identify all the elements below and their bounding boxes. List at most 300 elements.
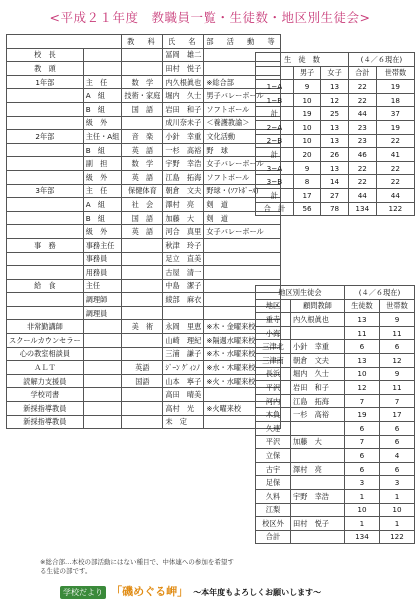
subject-cell: 英語	[122, 361, 163, 375]
table-row	[7, 334, 281, 348]
table-cell: 7	[344, 394, 379, 408]
table-row	[256, 462, 415, 476]
table-cell: 6	[344, 462, 379, 476]
table-row	[256, 340, 415, 354]
club-cell: ※木・水曜来校	[204, 347, 280, 361]
table-cell: 4	[379, 449, 414, 463]
table-cell: 19	[376, 120, 414, 134]
column-header: 女子	[321, 66, 349, 80]
subject-cell: 美 術	[122, 320, 163, 334]
club-cell: ※火曜来校	[204, 402, 280, 416]
sub-cell: 事務主任	[83, 238, 122, 252]
table-row	[7, 361, 281, 375]
table-row	[7, 116, 281, 130]
table-cell: 13	[344, 313, 379, 327]
students-date: (４／６現在)	[348, 53, 414, 67]
table-row	[7, 347, 281, 361]
table-row	[7, 252, 281, 266]
sub-cell: 用務員	[83, 266, 122, 280]
subject-cell: 技術・家庭	[122, 89, 163, 103]
group-cell	[7, 102, 84, 116]
table-cell: 河内	[256, 394, 291, 408]
table-cell: 内久根眞也	[291, 313, 345, 327]
table-cell: 1	[379, 517, 414, 531]
table-row	[7, 170, 281, 184]
sub-cell	[83, 347, 122, 361]
table-cell: 2−A	[256, 120, 294, 134]
table-row	[256, 530, 415, 544]
sub-cell: 級 外	[83, 116, 122, 130]
table-cell: 6	[379, 421, 414, 435]
name-cell: 岩田 和子	[163, 102, 204, 116]
table-cell: 12	[379, 353, 414, 367]
table-cell: 計	[256, 107, 294, 121]
group-cell: 給 食	[7, 279, 84, 293]
group-cell: 教 頭	[7, 62, 84, 76]
table-cell: 11	[344, 326, 379, 340]
name-cell: 未 定	[163, 415, 204, 429]
banner-name: 「磯めぐる岬」	[111, 585, 189, 598]
table-cell: 13	[321, 161, 349, 175]
table-row	[7, 225, 281, 239]
club-note: ※総合部…本校の部活動にはない種目で、中体連への参加を希望する生徒の部です。	[40, 558, 234, 575]
subject-cell	[122, 415, 163, 429]
table-row	[7, 48, 281, 62]
subject-cell: 英 語	[122, 225, 163, 239]
table-cell: 41	[376, 148, 414, 162]
subject-cell	[122, 252, 163, 266]
name-cell: 中島 潔子	[163, 279, 204, 293]
table-cell: 1	[379, 489, 414, 503]
table-cell: 44	[348, 107, 376, 121]
group-cell: 1年部	[7, 75, 84, 89]
subject-cell: 数 学	[122, 75, 163, 89]
group-cell: 非常勤講師	[7, 320, 84, 334]
subject-cell: 社 会	[122, 198, 163, 212]
name-cell: 小針 幸重	[163, 130, 204, 144]
group-cell	[7, 116, 84, 130]
group-cell: 校 長	[7, 48, 84, 62]
table-cell: 3	[344, 476, 379, 490]
newsletter-banner	[60, 580, 360, 598]
sub-cell: B 組	[83, 211, 122, 225]
table-row	[7, 415, 281, 429]
table-cell: 10	[293, 120, 321, 134]
students-caption: 生 徒 数	[256, 53, 349, 67]
subject-cell: 国 語	[122, 211, 163, 225]
table-row	[7, 374, 281, 388]
table-row	[256, 517, 415, 531]
table-cell: 27	[321, 188, 349, 202]
sub-cell	[83, 402, 122, 416]
group-cell	[7, 143, 84, 157]
name-cell: 綾部 麻衣	[163, 293, 204, 307]
table-cell: 17	[379, 408, 414, 422]
table-cell	[291, 530, 345, 544]
sub-cell	[83, 361, 122, 375]
sub-cell: A 組	[83, 89, 122, 103]
group-cell: ＡＬＴ	[7, 361, 84, 375]
table-cell: 22	[376, 161, 414, 175]
table-cell: 20	[293, 148, 321, 162]
table-row	[256, 107, 415, 121]
club-cell: ※水・木曜来校	[204, 361, 280, 375]
subject-cell	[122, 279, 163, 293]
club-cell: 女子バレーボール	[204, 157, 280, 171]
table-cell: 小針 幸重	[291, 340, 345, 354]
table-cell: 6	[344, 421, 379, 435]
table-cell: 37	[376, 107, 414, 121]
group-cell: 事 務	[7, 238, 84, 252]
name-cell: 山崎 理紀	[163, 334, 204, 348]
table-row	[7, 102, 281, 116]
table-cell: 56	[293, 202, 321, 216]
name-cell: 宇野 幸浩	[163, 157, 204, 171]
table-row	[7, 266, 281, 280]
subject-cell	[122, 116, 163, 130]
table-row	[256, 435, 415, 449]
group-cell: 新採指導教員	[7, 415, 84, 429]
table-cell: 足保	[256, 476, 291, 490]
sub-cell: 事務員	[83, 252, 122, 266]
table-cell: 18	[376, 93, 414, 107]
table-cell: 1−A	[256, 80, 294, 94]
table-row	[256, 449, 415, 463]
table-cell: 134	[348, 202, 376, 216]
group-cell	[7, 266, 84, 280]
table-row	[256, 120, 415, 134]
sub-cell: 級 外	[83, 225, 122, 239]
table-cell: 6	[379, 435, 414, 449]
subject-cell	[122, 347, 163, 361]
table-row	[256, 367, 415, 381]
table-cell	[291, 326, 345, 340]
club-cell: 剣 道	[204, 211, 280, 225]
table-cell: 3−A	[256, 161, 294, 175]
table-cell: 11	[379, 381, 414, 395]
table-cell	[291, 476, 345, 490]
sub-cell: 調理師	[83, 293, 122, 307]
sub-cell	[83, 388, 122, 402]
club-cell: ＜養護教諭＞	[204, 116, 280, 130]
sub-cell	[83, 415, 122, 429]
group-cell	[7, 306, 84, 320]
column-header: 部 活 動 等	[204, 35, 280, 49]
table-row	[256, 489, 415, 503]
subject-cell: 国語	[122, 374, 163, 388]
table-cell: 2−B	[256, 134, 294, 148]
table-cell: 堀内 久士	[291, 367, 345, 381]
table-cell: 9	[379, 313, 414, 327]
table-row	[7, 293, 281, 307]
club-cell: ※総合部	[204, 75, 280, 89]
table-cell: 重寺	[256, 313, 291, 327]
group-cell	[7, 225, 84, 239]
table-cell	[7, 35, 122, 49]
group-cell: 2年部	[7, 130, 84, 144]
table-cell: 134	[344, 530, 379, 544]
column-header: 男子	[293, 66, 321, 80]
subject-cell: 音 楽	[122, 130, 163, 144]
table-cell: 122	[379, 530, 414, 544]
table-cell: 6	[379, 340, 414, 354]
column-header	[256, 66, 294, 80]
sub-cell	[83, 320, 122, 334]
table-cell: 19	[344, 408, 379, 422]
table-row	[256, 134, 415, 148]
name-cell: 冨岡 雄二	[163, 48, 204, 62]
group-cell	[7, 252, 84, 266]
table-cell: 10	[344, 503, 379, 517]
name-cell: 加藤 大	[163, 211, 204, 225]
table-row	[7, 211, 281, 225]
club-cell: 女子バレーボール	[204, 225, 280, 239]
table-cell: 122	[376, 202, 414, 216]
table-cell: 久連	[256, 421, 291, 435]
subject-cell: 英 語	[122, 170, 163, 184]
group-cell	[7, 170, 84, 184]
sub-cell	[83, 48, 122, 62]
subject-cell: 国 語	[122, 102, 163, 116]
table-cell: 三津北	[256, 340, 291, 354]
district-table	[255, 285, 415, 544]
table-row	[7, 279, 281, 293]
table-row	[7, 238, 281, 252]
column-header: 世帯数	[379, 299, 414, 313]
table-row	[256, 148, 415, 162]
table-cell	[291, 449, 345, 463]
table-row	[256, 313, 415, 327]
table-cell: 立保	[256, 449, 291, 463]
table-cell: 1−B	[256, 93, 294, 107]
table-cell: 校区外	[256, 517, 291, 531]
table-header-row	[7, 35, 281, 49]
name-cell: 山本 寧子	[163, 374, 204, 388]
table-row	[256, 503, 415, 517]
table-cell: 合計	[256, 530, 291, 544]
table-cell: 22	[376, 175, 414, 189]
table-cell: 22	[376, 134, 414, 148]
table-row	[7, 89, 281, 103]
table-cell: 1	[344, 517, 379, 531]
table-cell: 78	[321, 202, 349, 216]
sub-cell: 調理員	[83, 306, 122, 320]
table-cell: 44	[348, 188, 376, 202]
table-cell: 田村 悦子	[291, 517, 345, 531]
column-header: 地区	[256, 299, 291, 313]
club-cell: ※火・水曜来校	[204, 374, 280, 388]
club-cell	[204, 266, 280, 280]
table-row	[256, 93, 415, 107]
subject-cell	[122, 266, 163, 280]
name-cell: 江島 拓海	[163, 170, 204, 184]
group-cell: スクールカウンセラー	[7, 334, 84, 348]
group-cell	[7, 293, 84, 307]
club-cell: 文化活動	[204, 130, 280, 144]
table-cell: 26	[321, 148, 349, 162]
table-cell	[291, 503, 345, 517]
table-row	[256, 381, 415, 395]
table-cell: 6	[344, 340, 379, 354]
table-row	[7, 143, 281, 157]
table-cell: 加藤 大	[291, 435, 345, 449]
group-cell: 読解力支援員	[7, 374, 84, 388]
staff-table	[6, 34, 281, 429]
sub-cell	[83, 374, 122, 388]
table-cell: 計	[256, 148, 294, 162]
column-header: 氏 名	[163, 35, 204, 49]
subject-cell	[122, 293, 163, 307]
sub-cell: 副 担	[83, 157, 122, 171]
table-cell: 6	[379, 462, 414, 476]
table-row	[7, 157, 281, 171]
table-cell: 46	[348, 148, 376, 162]
table-cell: 14	[321, 175, 349, 189]
table-row	[7, 75, 281, 89]
table-cell: 19	[293, 107, 321, 121]
table-cell	[291, 421, 345, 435]
table-cell: 7	[379, 394, 414, 408]
table-cell: 10	[379, 503, 414, 517]
table-cell: 6	[344, 449, 379, 463]
sub-cell: B 組	[83, 102, 122, 116]
table-row	[7, 388, 281, 402]
banner-message: 〜本年度もよろしくお願いします〜	[193, 588, 322, 597]
club-cell: ソフトボール	[204, 170, 280, 184]
districts-date: (４／６現在)	[344, 286, 414, 300]
table-cell: 44	[376, 188, 414, 202]
club-cell: ソフトボール	[204, 102, 280, 116]
club-cell: 野球・(ｿﾌﾄﾎﾞｰﾙ)	[204, 184, 280, 198]
table-cell: 23	[348, 120, 376, 134]
table-cell: 9	[293, 161, 321, 175]
table-cell: 江島 拓海	[291, 394, 345, 408]
table-cell: 3	[379, 476, 414, 490]
name-cell: 高田 晴美	[163, 388, 204, 402]
page-title: <平成２１年度 教職員一覧・生徒数・地区別生徒会>	[49, 10, 371, 25]
sub-cell	[83, 62, 122, 76]
name-cell: 朝倉 文夫	[163, 184, 204, 198]
table-cell: 1	[344, 489, 379, 503]
table-cell: 13	[321, 134, 349, 148]
table-cell: 一杉 高裕	[291, 408, 345, 422]
table-cell: 古宇	[256, 462, 291, 476]
table-cell: 計	[256, 188, 294, 202]
name-cell: 秋津 玲子	[163, 238, 204, 252]
table-cell: 17	[293, 188, 321, 202]
subject-cell	[122, 62, 163, 76]
column-header: 教 科	[122, 35, 163, 49]
table-cell: 3−B	[256, 175, 294, 189]
table-cell: 12	[344, 381, 379, 395]
table-row	[256, 394, 415, 408]
name-cell: 一杉 高裕	[163, 143, 204, 157]
name-cell: ｼﾞｰﾝ ｸﾞｨﾝﾉ	[163, 361, 204, 375]
table-cell: 平沢	[256, 381, 291, 395]
table-cell: 長浜	[256, 367, 291, 381]
table-row	[256, 326, 415, 340]
column-header: 生徒数	[344, 299, 379, 313]
table-cell: 10	[344, 367, 379, 381]
table-cell: 13	[321, 80, 349, 94]
sub-cell: 主任・A組	[83, 130, 122, 144]
table-cell: 22	[348, 175, 376, 189]
subject-cell	[122, 334, 163, 348]
table-row	[256, 175, 415, 189]
name-cell: 河合 真里	[163, 225, 204, 239]
sub-cell: A 組	[83, 198, 122, 212]
table-row	[256, 80, 415, 94]
group-cell	[7, 198, 84, 212]
table-cell: 澤村 亮	[291, 462, 345, 476]
column-header: 合計	[348, 66, 376, 80]
subject-cell	[122, 306, 163, 320]
group-cell: 3年部	[7, 184, 84, 198]
table-row	[256, 188, 415, 202]
club-cell: ※木・金曜来校	[204, 320, 280, 334]
name-cell: 成川奈未子	[163, 116, 204, 130]
table-row	[7, 402, 281, 416]
name-cell: 足立 直美	[163, 252, 204, 266]
subject-cell	[122, 402, 163, 416]
table-cell: 7	[344, 435, 379, 449]
table-cell: 三津南	[256, 353, 291, 367]
banner-tag: 学校だより	[60, 586, 106, 599]
table-cell: 木負	[256, 408, 291, 422]
sub-cell: 主 任	[83, 75, 122, 89]
table-row	[7, 306, 281, 320]
table-row	[256, 353, 415, 367]
districts-caption: 地区別生徒会	[256, 286, 345, 300]
table-cell: 10	[293, 93, 321, 107]
club-cell: 野 球	[204, 143, 280, 157]
table-cell: 宇野 幸浩	[291, 489, 345, 503]
table-cell: 13	[344, 353, 379, 367]
table-row	[256, 476, 415, 490]
table-cell: 23	[348, 134, 376, 148]
table-row	[256, 161, 415, 175]
club-cell	[204, 252, 280, 266]
name-cell: 澤村 亮	[163, 198, 204, 212]
sub-cell: 主 任	[83, 184, 122, 198]
table-row	[7, 184, 281, 198]
table-row	[7, 62, 281, 76]
table-cell: 朝倉 文夫	[291, 353, 345, 367]
name-cell: 永岡 里恵	[163, 320, 204, 334]
subject-cell: 数 学	[122, 157, 163, 171]
table-cell: 8	[293, 175, 321, 189]
table-cell: 合 計	[256, 202, 294, 216]
subject-cell	[122, 388, 163, 402]
subject-cell	[122, 238, 163, 252]
table-row	[7, 130, 281, 144]
sub-cell: B 組	[83, 143, 122, 157]
column-header: 顧問教師	[291, 299, 345, 313]
subject-cell: 保健体育	[122, 184, 163, 198]
club-cell: 剣 道	[204, 198, 280, 212]
table-cell: 9	[293, 80, 321, 94]
group-cell: 新採指導教員	[7, 402, 84, 416]
name-cell: 三浦 謙子	[163, 347, 204, 361]
group-cell: 学校司書	[7, 388, 84, 402]
sub-cell	[83, 334, 122, 348]
name-cell: 古屋 清一	[163, 266, 204, 280]
table-cell: 平沢	[256, 435, 291, 449]
table-row	[256, 408, 415, 422]
table-row	[7, 320, 281, 334]
table-row	[256, 421, 415, 435]
name-cell: 田村 悦子	[163, 62, 204, 76]
